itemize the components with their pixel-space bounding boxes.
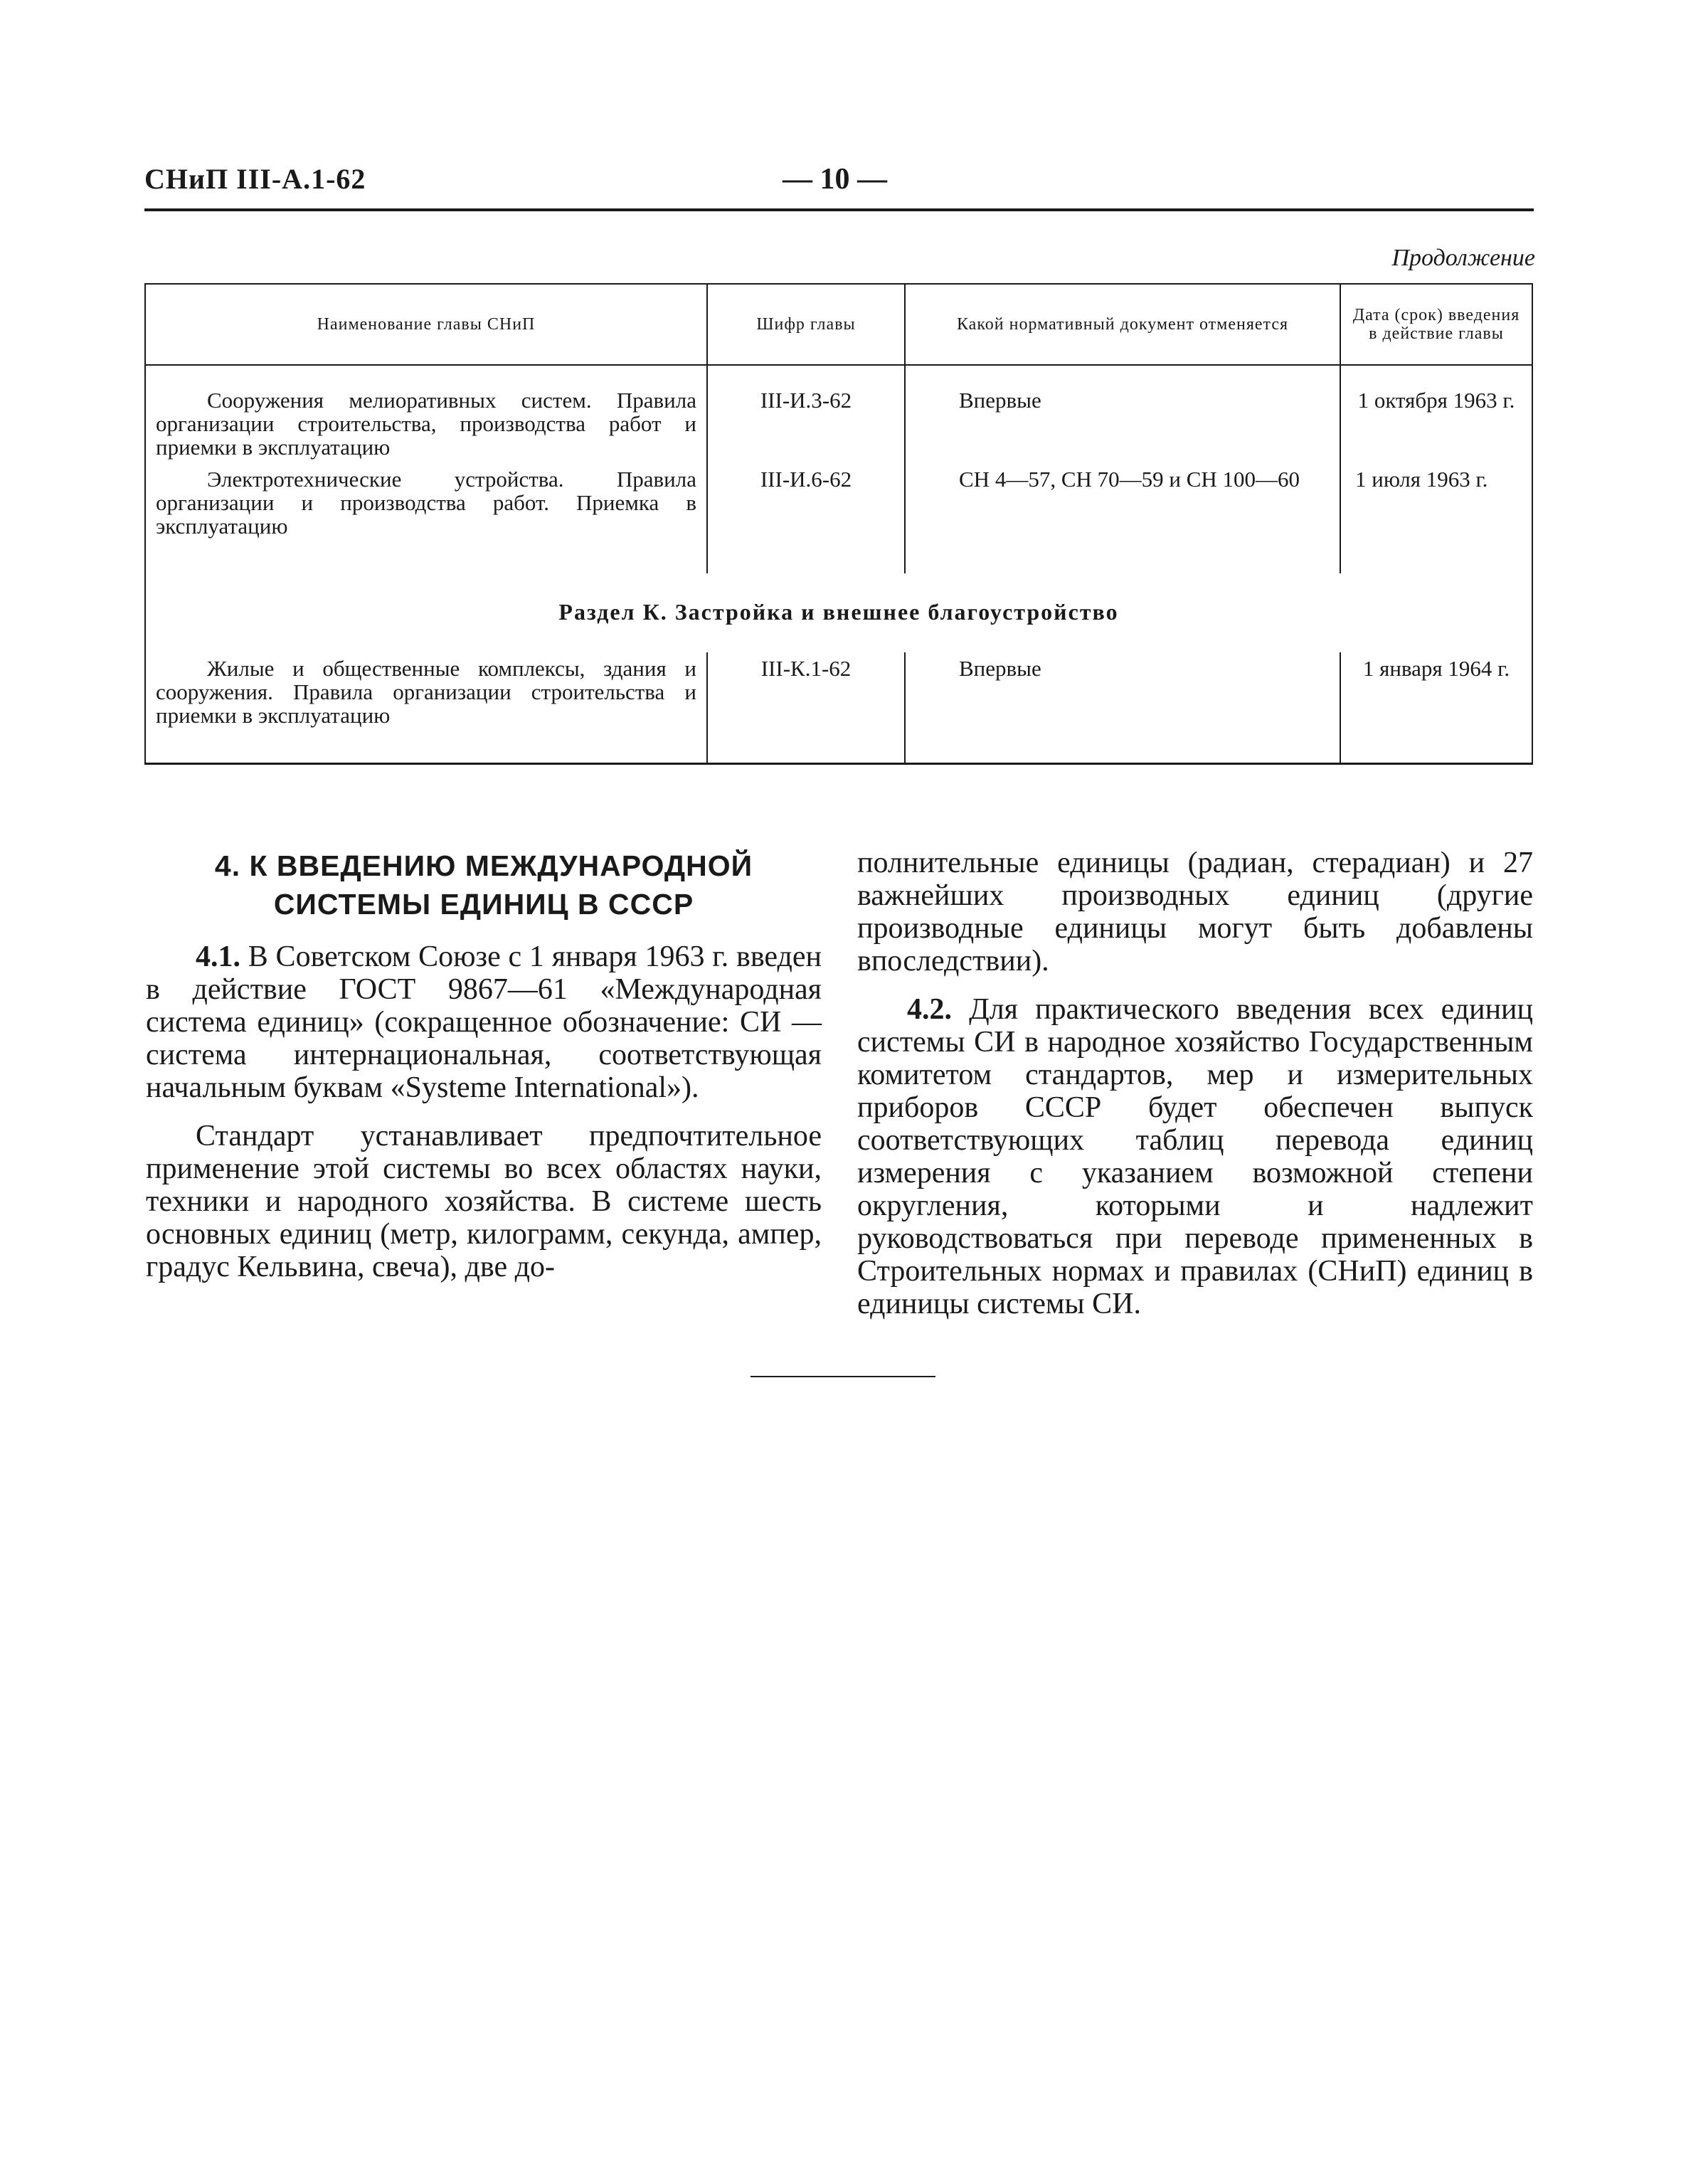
cancelled-doc: Впервые <box>905 652 1340 764</box>
paragraph-continuation <box>857 847 1533 977</box>
paragraph-number: 4.1. <box>196 940 240 973</box>
end-rule <box>751 1376 935 1377</box>
paragraph-4-1 <box>146 940 822 1104</box>
column-header-name: Наименование главы СНиП <box>145 284 707 365</box>
section-title: Раздел К. Застройка и внешнее благоустройство <box>145 573 1532 652</box>
paragraph-text: В Советском Союзе с 1 января 1963 г. введен в действие ГОСТ 9867—61 «Международная система единиц» (сокращенное обозначение: СИ — система интернациональная, соответствующая начальным буквам «Systeme International»). <box>146 940 822 1104</box>
chapter-name: Сооружения мелиоративных систем. Правила организации строительства, производства работ и приемки в эксплуатацию <box>145 365 707 463</box>
page-number: — 10 — <box>783 163 887 196</box>
chapter-name: Электротехнические устройства. Правила организации и производства работ. Приемка в эксплуатацию <box>145 463 707 573</box>
table-row <box>145 463 1532 573</box>
effective-date: 1 июля 1963 г. <box>1340 463 1532 573</box>
continuation-label: Продолжение <box>1391 245 1535 271</box>
right-column <box>857 847 1533 1336</box>
paragraph-text: Для практического введения всех единиц системы СИ в народное хозяйство Государственным комитетом стандартов, мер и измерительных приборов СССР будет обеспечен выпуск соответствующих таблиц перевода единиц измерения с указанием возможной степени округления, которыми и надлежит руководствоваться при переводе примененных в Строительных нормах и правилах (СНиП) единиц в единицы системы СИ. <box>857 993 1533 1320</box>
chapter-code: III-И.3-62 <box>707 365 905 463</box>
left-column <box>146 847 822 1299</box>
section-heading: 4. К ВВЕДЕНИЮ МЕЖДУНАРОДНОЙ СИСТЕМЫ ЕДИНИЦ В СССР <box>214 849 753 921</box>
column-header-date: Дата (срок) введения в действие главы <box>1340 284 1532 365</box>
table-header-row <box>145 284 1532 365</box>
cancelled-doc: Впервые <box>905 365 1340 463</box>
paragraph-standard <box>146 1120 822 1283</box>
chapter-code: III-К.1-62 <box>707 652 905 764</box>
paragraph-4-2 <box>857 993 1533 1320</box>
header-rule <box>144 208 1534 211</box>
cancelled-doc: СН 4—57, СН 70—59 и СН 100—60 <box>905 463 1340 573</box>
paragraph-text: полнительные единицы (радиан, стерадиан) и 27 важнейших производных единиц (другие производные единицы могут быть добавлены впоследствии). <box>857 847 1533 977</box>
table-row <box>145 365 1532 463</box>
effective-date: 1 октября 1963 г. <box>1340 365 1532 463</box>
column-header-code: Шифр главы <box>707 284 905 365</box>
chapter-code: III-И.6-62 <box>707 463 905 573</box>
snip-chapters-table <box>144 283 1533 765</box>
document-code: СНиП III-А.1-62 <box>144 163 366 195</box>
section-row <box>145 573 1532 652</box>
table-row <box>145 652 1532 764</box>
column-header-cancelled-doc: Какой нормативный документ отменяется <box>905 284 1340 365</box>
effective-date: 1 января 1964 г. <box>1340 652 1532 764</box>
chapter-name: Жилые и общественные комплексы, здания и сооружения. Правила организации строительства и приемки в эксплуатацию <box>145 652 707 764</box>
paragraph-text: Стандарт устанавливает предпочтительное применение этой системы во всех областях науки, техники и народного хозяйства. В системе шесть основных единиц (метр, килограмм, секунда, ампер, градус Кельвина, свеча), две до- <box>146 1120 822 1283</box>
paragraph-number: 4.2. <box>907 993 952 1026</box>
